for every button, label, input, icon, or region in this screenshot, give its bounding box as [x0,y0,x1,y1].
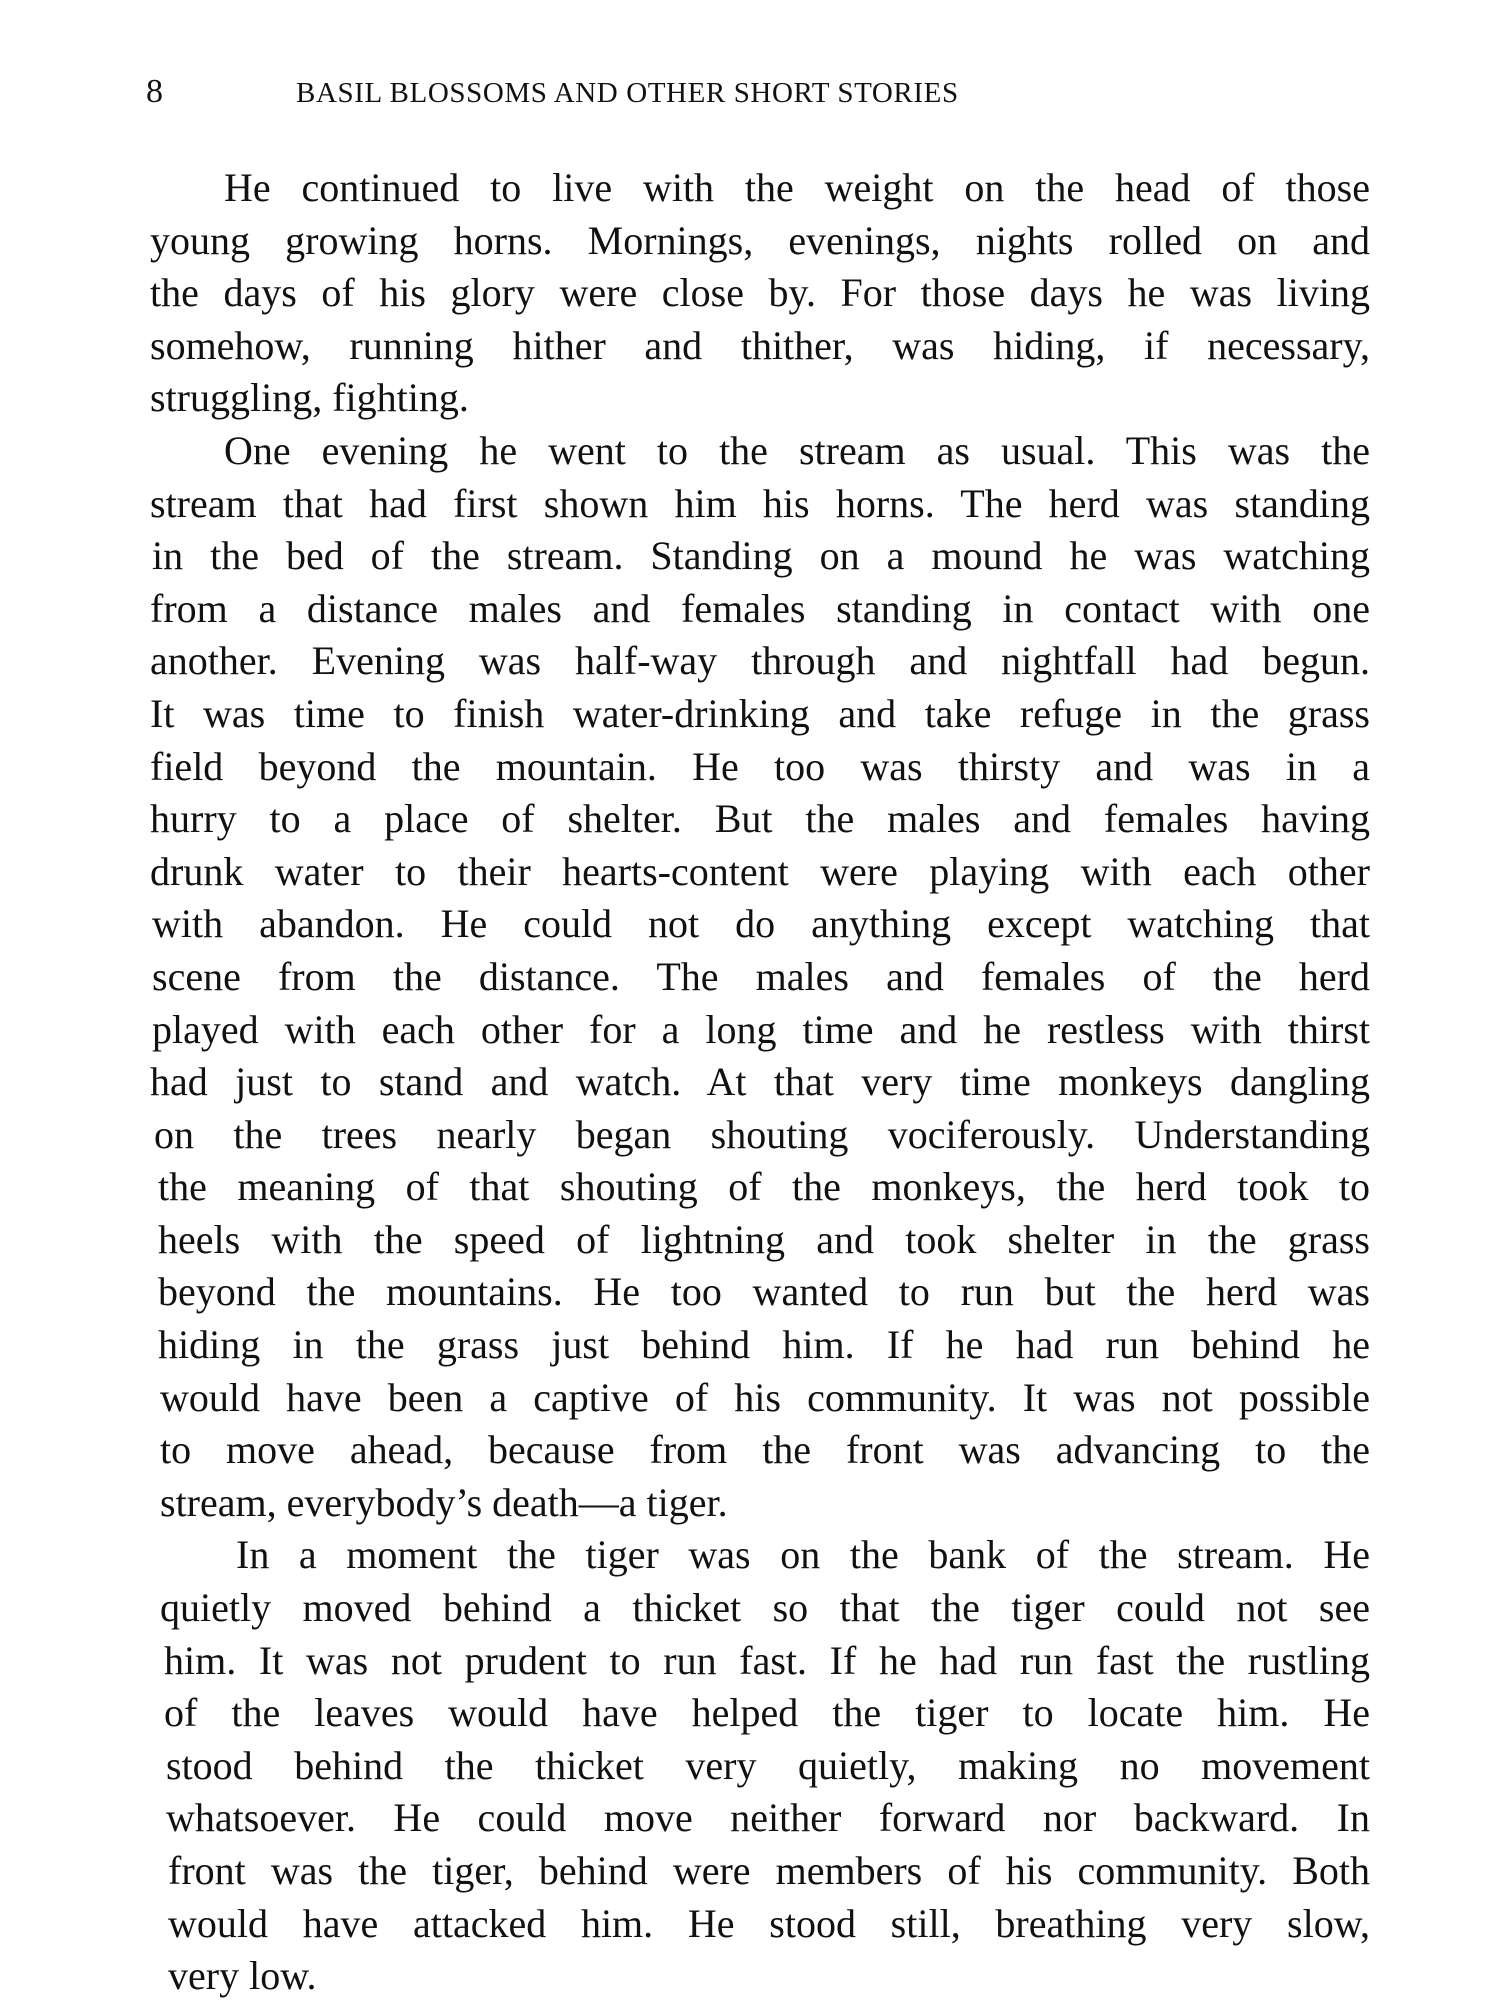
story-text [150,162,1370,2003]
text-line: drunk water to their hearts-content were playing with each other [150,848,1370,894]
text-line: front was the tiger, behind were members of his community. Both [168,1848,1370,1893]
text-line: in the bed of the stream. Standing on a mound he was watching [152,533,1370,579]
text-line: on the trees nearly began shouting vociferously. Understanding [154,1111,1370,1157]
text-line: had just to stand and watch. At that very time monkeys dangling [150,1059,1370,1105]
text-line: struggling, fighting. [150,375,469,421]
paragraph-2 [150,425,1370,1529]
text-line: would have attacked him. He stood still, breathing very slow, [168,1900,1370,1946]
text-line: beyond the mountains. He too wanted to run but the herd was [158,1269,1370,1315]
text-line: It was time to finish water-drinking and take refuge in the grass [150,690,1370,736]
text-line: would have been a captive of his community. It was not possible [160,1374,1370,1420]
text-line: to move ahead, because from the front was advancing to the [160,1427,1370,1473]
running-head [146,72,1380,112]
text-line: the meaning of that shouting of the monkeys, the herd took to [158,1164,1370,1210]
text-line: stood behind the thicket very quietly, making no movement [166,1742,1370,1788]
text-line: scene from the distance. The males and females of the herd [152,953,1370,999]
paragraph-3 [150,1529,1370,2002]
text-line: another. Evening was half-way through and nightfall had begun. [150,638,1370,684]
text-line: heels with the speed of lightning and took shelter in the grass [158,1216,1370,1262]
text-line: whatsoever. He could move neither forward nor backward. In [166,1795,1370,1841]
text-line: somehow, running hither and thither, was hiding, if necessary, [150,322,1370,368]
running-title: BASIL BLOSSOMS AND OTHER SHORT STORIES [296,77,959,109]
page-number: 8 [146,73,163,110]
text-line: field beyond the mountain. He too was thirsty and was in a [150,743,1370,789]
text-line: with abandon. He could not do anything except watching that [152,901,1370,947]
text-line: from a distance males and females standing in contact with one [150,585,1370,631]
text-line: him. It was not prudent to run fast. If he had run fast the rustling [164,1637,1370,1683]
text-line: stream that had first shown him his horns. The herd was standing [150,480,1370,526]
text-line: very low. [168,1953,317,1999]
text-line: of the leaves would have helped the tiger to locate him. He [164,1690,1370,1736]
text-line: the days of his glory were close by. For those days he was living [150,270,1370,316]
text-line: One evening he went to the stream as usual. This was the [224,427,1370,473]
text-line: played with each other for a long time and he restless with thirst [152,1006,1370,1052]
text-line: young growing horns. Mornings, evenings, nights rolled on and [150,217,1370,263]
text-line: hurry to a place of shelter. But the males and females having [150,796,1370,842]
paragraph-1 [150,162,1370,425]
text-line: In a moment the tiger was on the bank of the stream. He [236,1532,1370,1578]
text-line: hiding in the grass just behind him. If he had run behind he [158,1322,1370,1368]
text-line: stream, everybody’s death—a tiger. [160,1479,728,1525]
text-line: He continued to live with the weight on the head of those [224,165,1370,210]
text-line: quietly moved behind a thicket so that the tiger could not see [160,1585,1370,1631]
